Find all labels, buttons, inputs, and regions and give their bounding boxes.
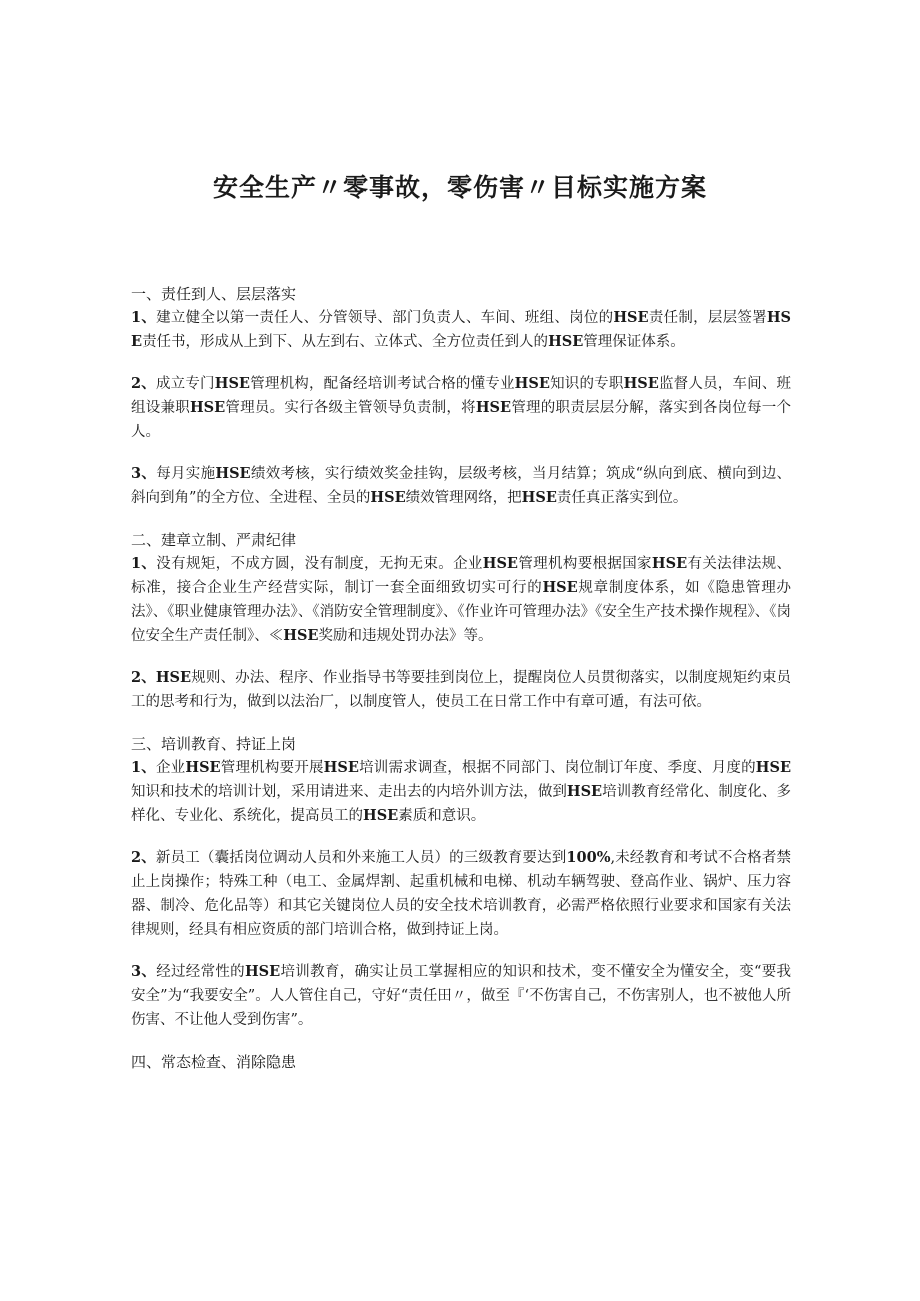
emphasis-text: HSE	[651, 555, 688, 572]
emphasis-text: HSE	[475, 399, 512, 416]
emphasis-text: HSE	[755, 759, 792, 776]
section-regulations	[131, 528, 791, 714]
emphasis-text: HSE	[283, 627, 319, 644]
paragraph: 1、企业HSE管理机构要开展HSE培训需求调查，根据不同部门、岗位制订年度、季度、月度的HSE知识和技术的培训计划，采用请进来、走出去的内培外训方法，做到HSE培训教育经常化、制度化、多样化、专业化、系统化，提高员工的HSE素质和意识。	[131, 759, 792, 824]
emphasis-text: HSE	[155, 669, 192, 686]
emphasis-text: HSE	[363, 807, 399, 824]
section-training	[131, 732, 791, 1032]
emphasis-text: 100%	[566, 849, 611, 866]
document-body	[131, 282, 791, 1074]
emphasis-text: HSE	[542, 579, 578, 596]
emphasis-text: 2、	[131, 849, 156, 866]
emphasis-text: HSE	[613, 309, 649, 326]
section-heading: 四、常态检查、消除隐患	[131, 1053, 297, 1071]
section-heading: 三、培训教育、持证上岗	[131, 735, 297, 753]
emphasis-text: 1、	[131, 759, 156, 776]
emphasis-text: HSE	[185, 759, 221, 776]
emphasis-text: 3、	[131, 465, 157, 482]
emphasis-text: 3、	[131, 963, 157, 980]
emphasis-text: HSE	[370, 489, 406, 506]
emphasis-text: HSE	[521, 489, 557, 506]
emphasis-text: HSE	[482, 555, 518, 572]
section-responsibility	[131, 282, 791, 510]
section-heading: 二、建章立制、严肃纪律	[131, 531, 297, 549]
emphasis-text: HSE	[514, 375, 550, 392]
section-inspection	[131, 1050, 791, 1074]
emphasis-text: HSE	[623, 375, 659, 392]
emphasis-text: 2、	[131, 375, 156, 392]
emphasis-text: HSE	[189, 399, 226, 416]
emphasis-text: 1、	[131, 555, 157, 572]
paragraph: 2、成立专门HSE管理机构，配备经培训考试合格的懂专业HSE知识的专职HSE监督人员，车间、班组设兼职HSE管理员。实行各级主管领导负责制，将HSE管理的职责层层分解，落实到各岗位每一个人。	[131, 375, 792, 440]
paragraph: 1、建立健全以第一责任人、分管领导、部门负责人、车间、班组、岗位的HSE责任制，层层签署HSE责任书，形成从上到下、从左到右、立体式、全方位责任到人的HSE管理保证体系。	[131, 309, 791, 350]
paragraph: 1、没有规矩，不成方圆，没有制度，无拘无束。企业HSE管理机构要根据国家HSE有关法律法规、标准，接合企业生产经营实际，制订一套全面细致切实可行的HSE规章制度体系，如《隐患管理办法》、《职业健康管理办法》、《消防安全管理制度》、《作业许可管理办法》《安全生产技术操作规程》、《岗位安全生产责任制》、≪HSE奖励和违规处罚办法》等。	[131, 555, 792, 644]
paragraph: 3、经过经常性的HSE培训教育，确实让员工掌握相应的知识和技术，变不懂安全为懂安全，变“要我安全”为“我要安全”。人人管住自己，守好“责任田〃，做至『‘不伤害自己，不伤害别人，也不被他人所伤害、不让他人受到伤害”。	[131, 963, 791, 1028]
section-heading: 一、责任到人、层层落实	[131, 285, 297, 303]
paragraph: 2、新员工（囊括岗位调动人员和外来施工人员）的三级教育要达到100%,未经教育和考试不合格者禁止上岗操作；特殊工种（电工、金属焊割、起重机械和电梯、机动车辆驾驶、登高作业、锅炉、压力容器、制冷、危化品等）和其它关键岗位人员的安全技术培训教育，必需严格依照行业要求和国家有关法律规则，经具有相应资质的部门培训合格，做到持证上岗。	[131, 849, 792, 938]
paragraph: 2、HSE规则、办法、程序、作业指导书等要挂到岗位上，提醒岗位人员贯彻落实，以制度规矩约束员工的思考和行为，做到以法治厂，以制度管人，使员工在日常工作中有章可遁，有法可依。	[131, 669, 791, 710]
document-title: 安全生产〃零事故，零伤害〃目标实施方案	[212, 173, 707, 202]
emphasis-text: HSE	[323, 759, 359, 776]
emphasis-text: HSE	[548, 333, 584, 350]
emphasis-text: HSE	[215, 465, 251, 482]
emphasis-text: HSE	[214, 375, 250, 392]
emphasis-text: HSE	[131, 309, 791, 350]
emphasis-text: 1、	[131, 309, 157, 326]
emphasis-text: HSE	[244, 963, 281, 980]
emphasis-text: HSE	[566, 783, 603, 800]
emphasis-text: 2、	[131, 669, 156, 686]
paragraph: 3、每月实施HSE绩效考核，实行绩效奖金挂钩，层级考核，当月结算；筑成“纵向到底、横向到边、斜向到角”的全方位、全进程、全员的HSE绩效管理网络，把HSE责任真正落实到位。	[131, 465, 791, 506]
